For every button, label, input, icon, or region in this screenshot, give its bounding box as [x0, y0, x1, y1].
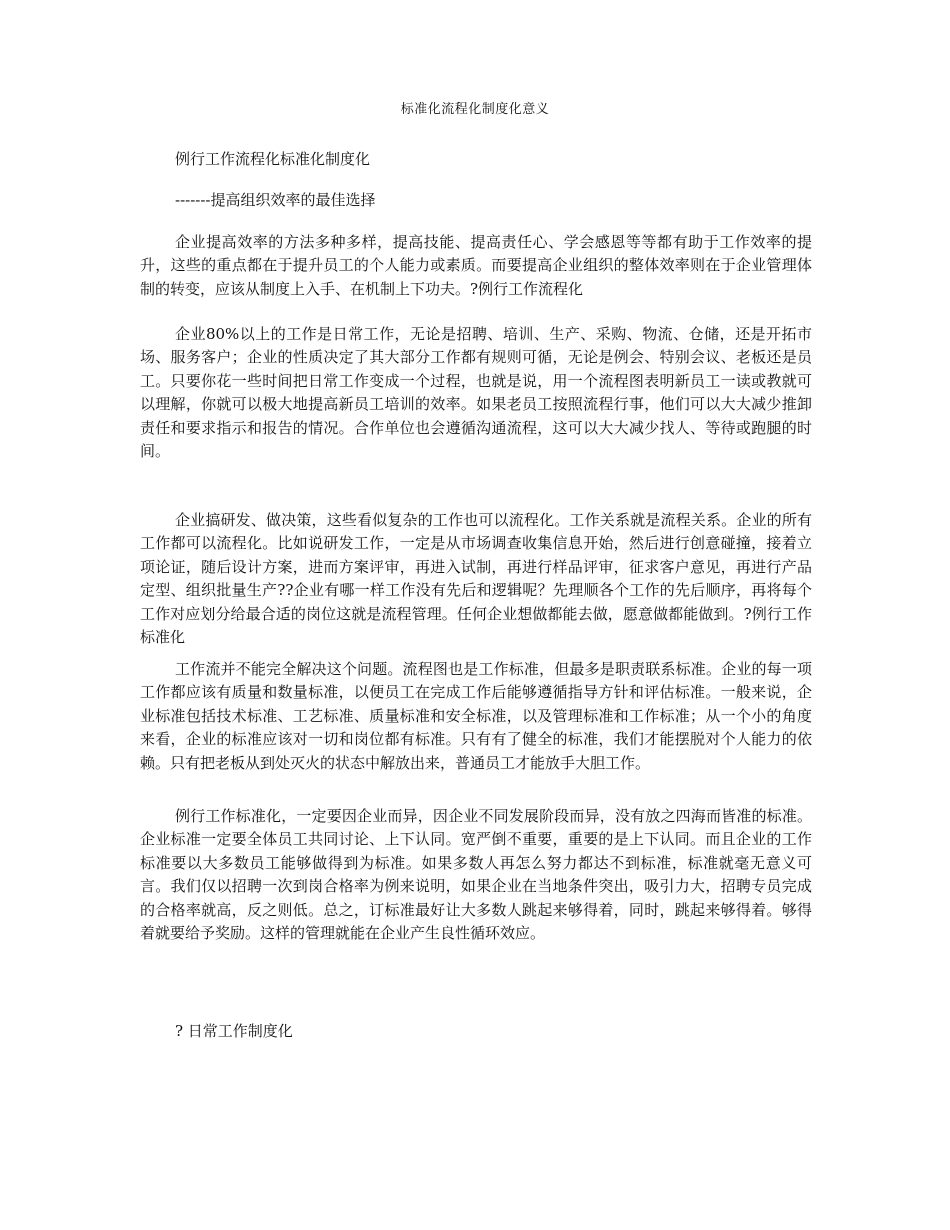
section-subheading: -------提高组织效率的最佳选择 — [175, 191, 376, 209]
section-heading: 例行工作流程化标准化制度化 — [175, 150, 371, 168]
paragraph-3: 企业搞研发、做决策，这些看似复杂的工作也可以流程化。工作关系就是流程关系。企业的所有工作都可以流程化。比如说研发工作，一定是从市场调查收集信息开始，然后进行创意碰撞，接着立项论证，随后设计方案，进而方案评审，再进入试制，再进行样品评审，征求客户意见，再进行产品定型、组织批量生产??企业有哪一样工作没有先后和逻辑呢？先理顺各个工作的先后顺序，再将每个工作对应划分给最合适的岗位这就是流程管理。任何企业想做都能去做，愿意做都能做到。?例行工作标准化 — [140, 511, 812, 647]
paragraph-1: 企业提高效率的方法多种多样，提高技能、提高责任心、学会感恩等等都有助于工作效率的提升，这些的重点都在于提升员工的个人能力或素质。而要提高企业组织的整体效率则在于企业管理体制的转变，应该从制度上入手、在机制上下功夫。?例行工作流程化 — [140, 233, 812, 298]
paragraph-5: 例行工作标准化，一定要因企业而异，因企业不同发展阶段而异，没有放之四海而皆准的标准。企业标准一定要全体员工共同讨论、上下认同。宽严倒不重要，重要的是上下认同。而且企业的工作标准要以大多数员工能够做得到为标准。如果多数人再怎么努力都达不到标准，标准就毫无意义可言。我们仅以招聘一次到岗合格率为例来说明，如果企业在当地条件突出，吸引力大，招聘专员完成的合格率就高，反之则低。总之，订标准最好让大多数人跳起来够得着，同时，跳起来够得着。够得着就要给予奖励。这样的管理就能在企业产生良性循环效应。 — [140, 807, 812, 943]
paragraph-4: 工作流并不能完全解决这个问题。流程图也是工作标准，但最多是职责联系标准。企业的每一项工作都应该有质量和数量标准，以便员工在完成工作后能够遵循指导方针和评估标准。一般来说，企业标准包括技术标准、工艺标准、质量标准和安全标准，以及管理标准和工作标准；从一个小的角度来看，企业的标准应该对一切和岗位都有标准。只有有了健全的标准，我们才能摆脱对个人能力的依赖。只有把老板从到处灭火的状态中解放出来，普通员工才能放手大胆工作。 — [140, 660, 812, 772]
final-heading: ? 日常工作制度化 — [175, 1022, 293, 1040]
paragraph-2: 企业80%以上的工作是日常工作，无论是招聘、培训、生产、采购、物流、仓储，还是开拓市场、服务客户；企业的性质决定了其大部分工作都有规则可循，无论是例会、特别会议、老板还是员工。只要你花一些时间把日常工作变成一个过程，也就是说，用一个流程图表明新员工一读或教就可以理解，你就可以极大地提高新员工培训的效率。如果老员工按照流程行事，他们可以大大减少推卸责任和要求指示和报告的情况。合作单位也会遵循沟通流程，这可以大大减少找人、等待或跑腿的时间。 — [140, 325, 812, 461]
document-title: 标准化流程化制度化意义 — [400, 102, 550, 117]
